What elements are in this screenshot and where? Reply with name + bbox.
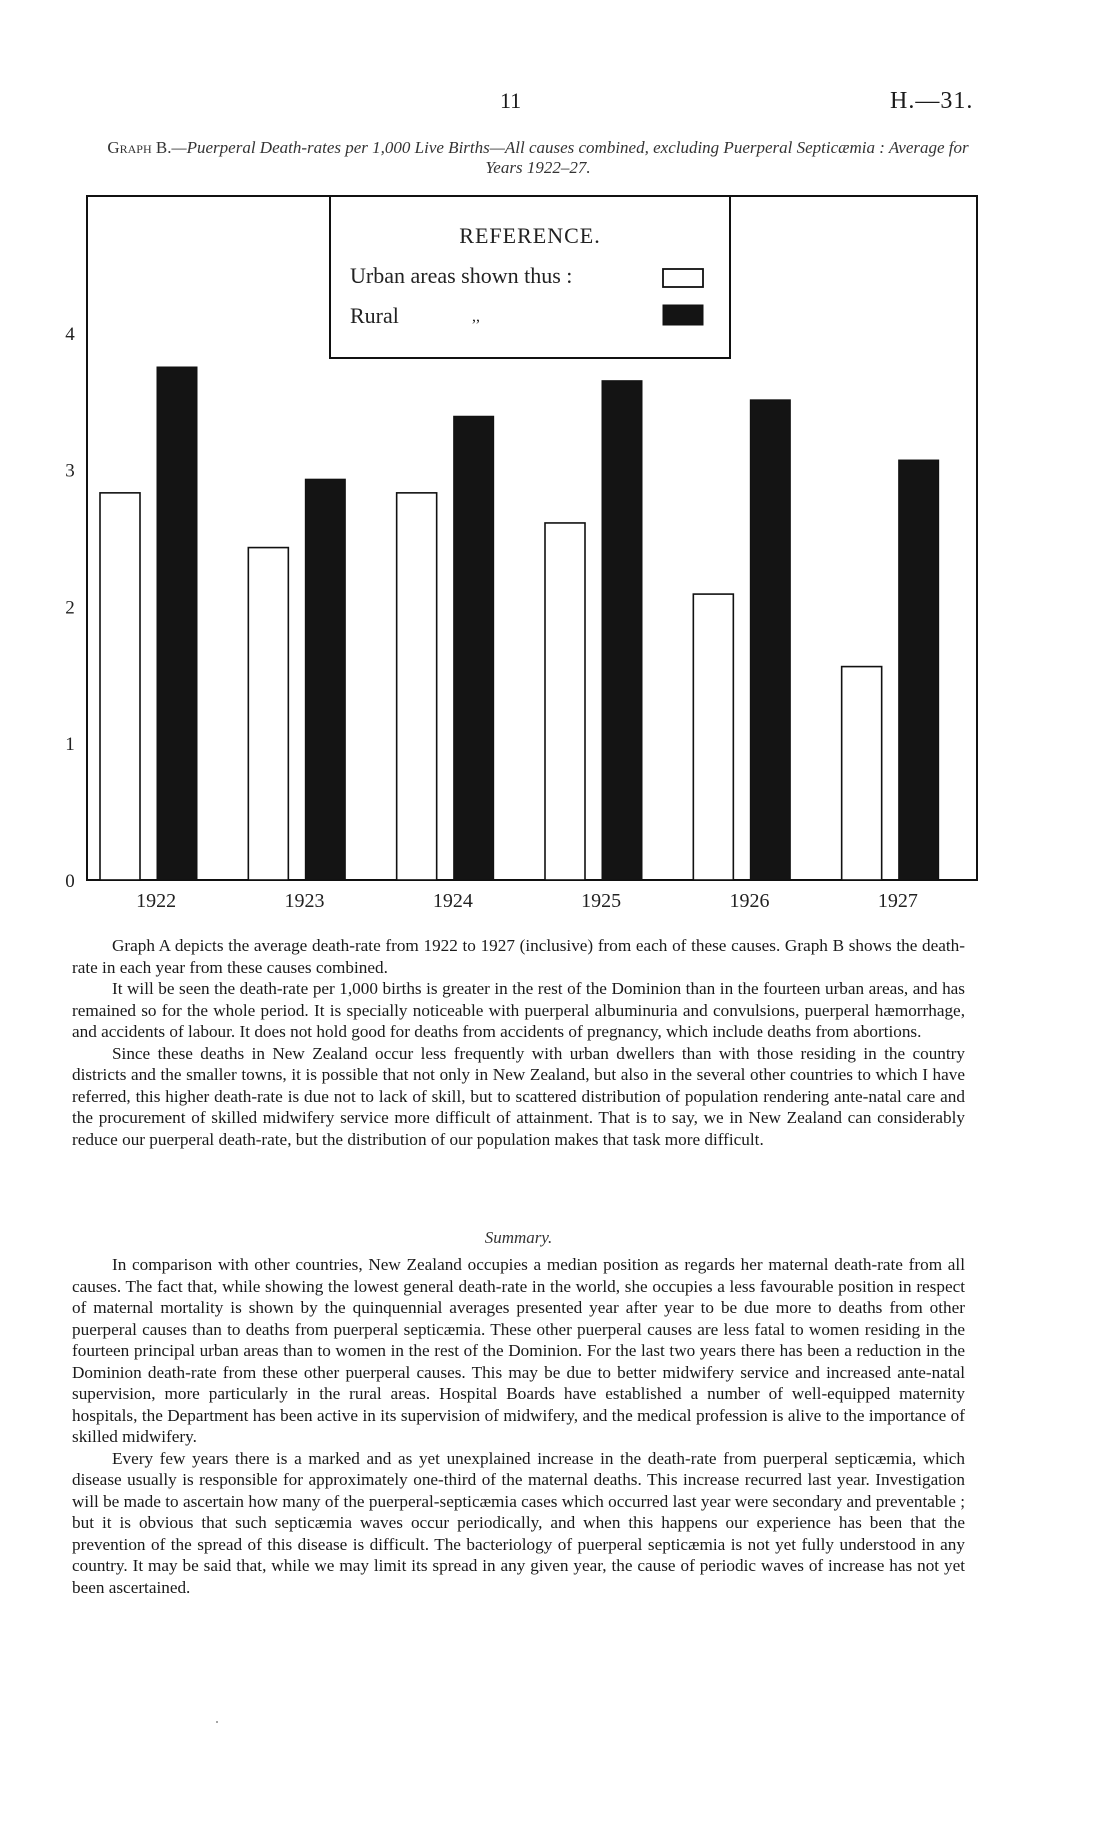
paragraph: Since these deaths in New Zealand occur less frequently with urban dwellers than with those residing in the country districts and the smaller towns, it is possible that not only in New Zealand, but also in the several other countries to which I have referred, this higher death-rate is due not to lack of skill, but to scattered distribution of population rendering ante-natal care and the procurement of skilled midwifery service more difficult of attainment. That is to say, we in New Zealand can considerably reduce our puerperal death-rate, but the distribution of our population makes that task more difficult. (72, 1043, 965, 1149)
legend-title: REFERENCE. (459, 223, 601, 248)
paragraph: It will be seen the death-rate per 1,000 births is greater in the rest of the Dominion than in the fourteen urban areas, and has remained so for the whole period. It is specially noticeable with puerperal albuminuria and convulsions, puerperal hæmorrhage, and accidents of labour. It does not hold good for deaths from accidents of pregnancy, which include deaths from abortions. (72, 979, 965, 1041)
x-tick-label: 1922 (136, 890, 177, 912)
x-tick-label: 1923 (284, 890, 325, 912)
graph-discussion (72, 935, 965, 1150)
x-tick-label: 1927 (877, 890, 918, 912)
bar-chart (40, 190, 990, 920)
urban-bar (100, 493, 140, 880)
paragraph: Graph A depicts the average death-rate from 1922 to 1927 (inclusive) from each of these causes. Graph B shows the death-rate in each year from these causes combined. (72, 936, 965, 977)
legend-urban-label: Urban areas shown thus : (350, 263, 573, 288)
rural-bar (750, 400, 790, 880)
y-tick-label: 3 (65, 460, 75, 482)
y-tick-label: 0 (65, 871, 75, 892)
urban-bar (397, 493, 437, 880)
print-speck (216, 1721, 218, 1723)
urban-bar (248, 548, 288, 880)
urban-bar (693, 594, 733, 880)
caption-lead: Graph B. (107, 138, 172, 157)
summary-body (72, 1254, 965, 1598)
urban-bar (545, 523, 585, 880)
y-tick-label: 1 (65, 734, 75, 756)
legend-ditto-mark: ,, (472, 308, 480, 325)
urban-bar (842, 667, 882, 880)
legend-rural-swatch (663, 305, 703, 325)
rural-bar (899, 460, 939, 880)
y-tick-label: 4 (65, 323, 75, 345)
rural-bar (454, 416, 494, 880)
caption-text: —Puerperal Death-rates per 1,000 Live Births—All causes combined, excluding Puerperal Septicæmia : Average for Years 1922–27. (171, 138, 969, 177)
rural-bar (157, 367, 197, 880)
rural-bar (305, 479, 345, 880)
x-tick-label: 1924 (432, 890, 473, 912)
page-number: 11 (500, 88, 522, 113)
graph-caption (88, 138, 988, 178)
rural-bar (602, 381, 642, 880)
x-tick-label: 1926 (729, 890, 770, 912)
x-tick-label: 1925 (581, 890, 622, 912)
y-tick-label: 2 (65, 597, 75, 619)
paragraph: In comparison with other countries, New Zealand occupies a median position as regards her maternal death-rate from all causes. The fact that, while showing the lowest general death-rate in the world, she occupies a less favourable position in respect of maternal mortality is shown by the quinquennial averages presented year after year to be due more to deaths from other puerperal causes than to deaths from puerperal septicæmia. These other puerperal causes are less fatal to women residing in the fourteen principal urban areas than to women in the rest of the Dominion. For the last two years there has been a reduction in the Dominion death-rate from these other puerperal causes. This may be due to better midwifery service and increased ante-natal supervision, more particularly in the rural areas. Hospital Boards have established a number of well-equipped maternity hospitals, the Department has been active in its supervision of midwifery, and the medical profession is alive to the importance of skilled midwifery. (72, 1255, 965, 1446)
document-code: H.—31. (890, 88, 974, 114)
paragraph: Every few years there is a marked and as yet unexplained increase in the death-rate from puerperal septicæmia, which disease usually is responsible for approximately one-third of the maternal deaths. This increase recurred last year. Investigation will be made to ascertain how many of the puerperal-septicæmia cases which occurred last year were secondary and preventable ; but it is obvious that such septicæmia waves occur periodically, and when this happens our experience has been that the prevention of the spread of this disease is difficult. The bacteriology of puerperal septicæmia is not yet fully understood in any country. It may be said that, while we may limit its spread in any given year, the cause of periodic waves of increase has not yet been ascertained. (72, 1448, 965, 1597)
legend-rural-label: Rural (350, 303, 399, 328)
summary-heading: Summary. (484, 1228, 553, 1247)
legend-urban-swatch (663, 269, 703, 287)
